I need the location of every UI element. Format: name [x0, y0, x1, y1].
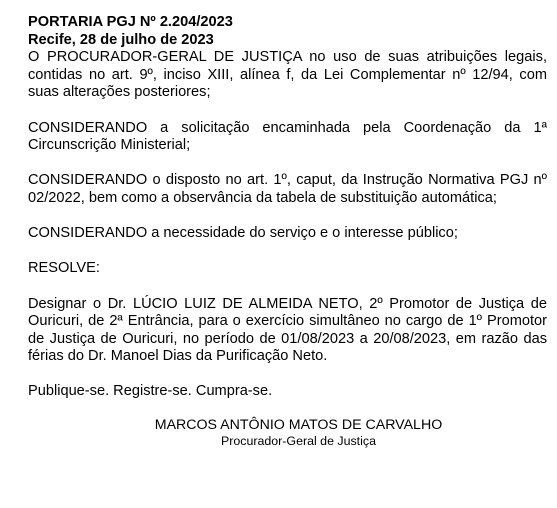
paragraph-spacer: [28, 278, 547, 296]
paragraph-closing: Publique-se. Registre-se. Cumpra-se.: [28, 383, 273, 400]
paragraph-designation: Designar o Dr. LÚCIO LUIZ DE ALMEIDA NETO, 2º Promotor de Justiça de Ouricuri, de 2ª Entrância, para o exercício simultâneo no cargo de 1º Promotor de Justiça de Ouricuri, no período de 01/08/2023 a 20/08/2023, em razão das férias do Dr. Manoel Dias da Purificação Neto.: [28, 295, 547, 365]
document-page: [28, 14, 547, 448]
paragraph-resolve: RESOLVE:: [28, 260, 100, 277]
signature-role: Procurador-Geral de Justiça: [221, 434, 376, 449]
signature-name: MARCOS ANTÔNIO MATOS DE CARVALHO: [154, 417, 443, 434]
paragraph-considerando-1: CONSIDERANDO a solicitação encaminhada pela Coordenação da 1ª Circunscrição Ministerial;: [28, 119, 547, 154]
paragraph-spacer: [28, 102, 547, 120]
paragraph-spacer: [28, 155, 547, 173]
paragraph-spacer: [28, 208, 547, 226]
paragraph-spacer: [28, 243, 547, 261]
paragraph-considerando-3: CONSIDERANDO a necessidade do serviço e o interesse público;: [28, 225, 458, 242]
document-title: PORTARIA PGJ Nº 2.204/2023: [28, 14, 233, 30]
paragraph-spacer: [28, 366, 547, 384]
paragraph-considerando-2: CONSIDERANDO o disposto no art. 1º, caput, da Instrução Normativa PGJ nº 02/2022, bem como a observância da tabela de substituição automática;: [28, 172, 547, 206]
document-date: Recife, 28 de julho de 2023: [28, 31, 214, 48]
paragraph-spacer: [28, 401, 547, 417]
paragraph-preamble: O PROCURADOR-GERAL DE JUSTIÇA no uso de suas atribuições legais, contidas no art. 9º, inciso XIII, alínea f, da Lei Complementar nº 12/94, com suas alterações posteriores;: [28, 49, 547, 101]
